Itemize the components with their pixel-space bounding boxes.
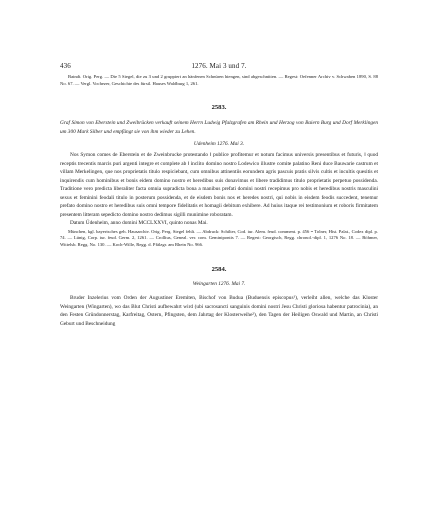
document-number: 2583. xyxy=(211,104,227,112)
regest-text: Bruder Inzelerius vom Orden der Augustiner Eremiten, Bischof von Budua (Buduensis episcopus¹), verleiht allen, welche das Kloster Weingarten (Wingarten), wo das Blut Christi aufbewahrt wird (ubi sacrosancti sanguinis domini nostri Jesu Christi gloriosa habentur patrocinia), an den Festen Gründonnerstag, Karfreitag, Ostern, Pfingsten, dem Jahrtag der Klosterweihe²), den Tagen der Heiligen Oswald und Martin, an Christi Geburt und Beschneidung xyxy=(60,295,378,327)
charter-text-content: Nos Symon comes de Eberstein et de Zweinbrucke protestando ‖ publice profitemur et notum facimus universis presentibus et futuris, ‖ quod receptis trecentis marcis puri argenti integre et complete ab ‖ inclito domino nostro Lodewico illustre comite palatino Reni duce Bauwarie castrum et villam Merkelingen, que nos proprietatis titulo respiciebant, cum omnibus attinentiis eorundem agris pascuis pratis silvis cultis et incultis quesitis et inquirendis cum hominibus et bonis eidem domino nostro et heredibus suis donavimus et libere tradidimus titulo proprietatis perpetuo possidenda. Traditione vero predicta liberaliter facta omnia supradicta bona a manibus prefati domini nostri recepimus pro nobis et heredibus nostris masculini sexus et feminini feodali titulo in posterum possidenda, et de eisdem bonis nos et heredes nostri, qui nobis in eisdem feodis succedent, tenemur prefato domino nostro et heredibus suis omni tempore fidelitatis et homagii debitum exhibere. Ad huius itaque rei testimonium et roboris firmitatem presentem litteram sepedicto domino nostro dedimus sigilli munimine roboratam. xyxy=(60,152,378,218)
place-date: Weingarten 1276. Mai 7. xyxy=(192,281,246,288)
book-page xyxy=(60,62,378,328)
document-number: 2584. xyxy=(211,266,227,274)
charter-datum: Datum Üdenheim, anno domini MCCLXXVI, quinto nonas Mai. xyxy=(70,220,208,227)
source-notes xyxy=(60,229,378,249)
source-notes-text: München, kgl. bayerisches geh. Hausarchiv. Orig. Perg. Siegel fehlt. — Abdruck: Schilter, Cod. iur. Alem. feud. comment. p. 456 = Tolner, Hist. Palat., Codex dipl. p. 74. — Lünig, Corp. iur. feud. Germ. 2, 1261. — Crollius, Geneal. ver. com. Geminipontis 7. — Regest: Georgisch, Regg. chronol.-dipl. 1, 1276 No. 18. — Böhmer, Wittelsb. Regg. No. 130. — Koch-Wille, Regg. d. Pfälzgr. am Rhein No. 966. xyxy=(60,228,378,247)
running-head xyxy=(60,62,378,74)
document-2584 xyxy=(60,266,378,328)
page-number: 436 xyxy=(60,62,71,70)
place-date: Udenheim 1276. Mai 3. xyxy=(193,141,245,148)
document-2583 xyxy=(60,104,378,248)
footnote-paragraph: Baindt. Orig. Perg. — Die 5 Siegel, die zu 3 und 2 gruppiert an hänfenen Schnüren hiengen, sind abgeschnitten. — Regest: Oefenner Archiv v. Schwaben 1890, S. 88 No. 67. — Vergl. Vochezer, Geschichte des fürstl. Hauses Waldburg 1, 261. xyxy=(60,74,378,86)
regest-summary: Graf Simon von Eberstein und Zweibrücken verkauft seinem Herrn Ludwig Pfalzgrafen am Rhein und Herzog von Baiern Burg und Dorf Merklingen um 300 Mark Silber und empfängt sie von ihm wieder zu Lehen. xyxy=(60,120,378,135)
charter-text xyxy=(60,151,378,219)
running-head-date: 1276. Mai 3 und 7. xyxy=(191,62,247,70)
top-notes xyxy=(60,74,378,87)
